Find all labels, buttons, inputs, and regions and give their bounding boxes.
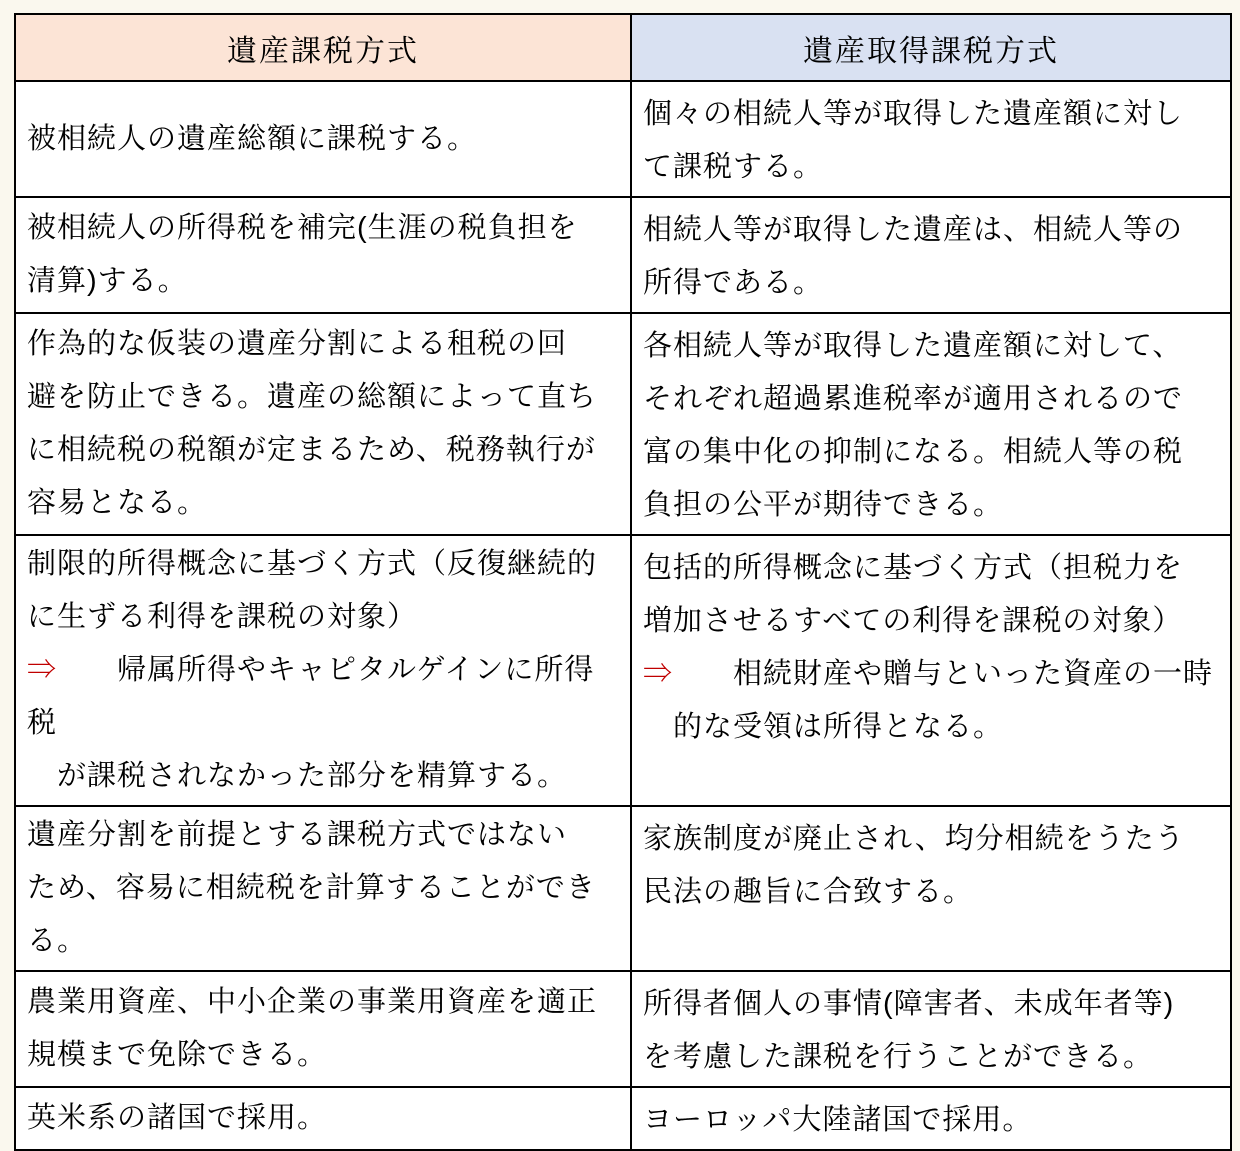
table-row — [15, 806, 1231, 971]
cell-acquisition-method — [631, 535, 1231, 806]
table-row — [15, 313, 1231, 535]
arrow-right-icon: ⇒ — [27, 654, 58, 686]
table-row — [15, 971, 1231, 1087]
header-acquisition-tax-method: 遺産取得課税方式 — [631, 14, 1231, 81]
header-row — [15, 14, 1231, 81]
cell-estate-method: 被相続人の所得税を補完(生涯の税負担を 清算)する。 — [15, 197, 631, 313]
table-row — [15, 81, 1231, 197]
table-row — [15, 535, 1231, 806]
cell-acquisition-method: 相続人等が取得した遺産は、相続人等の 所得である。 — [631, 197, 1231, 313]
table-row — [15, 1087, 1231, 1150]
cell-estate-method: 英米系の諸国で採用。 — [15, 1087, 631, 1150]
cell-estate-method — [15, 535, 631, 806]
header-estate-tax-method: 遺産課税方式 — [15, 14, 631, 81]
cell-estate-method: 作為的な仮装の遺産分割による租税の回 避を防止できる。遺産の総額によって直ち に相続税の税額が定まるため、税務執行が 容易となる。 — [15, 313, 631, 535]
cell-text-pre: 制限的所得概念に基づく方式（反復継続的 に生ずる利得を課税の対象） — [27, 548, 598, 633]
cell-text-post: 帰属所得やキャピタルゲインに所得税 が課税されなかった部分を精算する。 — [27, 654, 595, 792]
tax-method-comparison-table — [14, 13, 1232, 1151]
cell-acquisition-method: 所得者個人の事情(障害者、未成年者等) を考慮した課税を行うことができる。 — [631, 971, 1231, 1087]
cell-estate-method: 被相続人の遺産総額に課税する。 — [15, 81, 631, 197]
table-row — [15, 197, 1231, 313]
cell-acquisition-method: ヨーロッパ大陸諸国で採用。 — [631, 1087, 1231, 1150]
cell-acquisition-method: 各相続人等が取得した遺産額に対して、 それぞれ超過累進税率が適用されるので 富の集中化の抑制になる。相続人等の税 負担の公平が期待できる。 — [631, 313, 1231, 535]
cell-acquisition-method: 個々の相続人等が取得した遺産額に対し て課税する。 — [631, 81, 1231, 197]
cell-text-post: 相続財産や贈与といった資産の一時 的な受領は所得となる。 — [673, 658, 1214, 743]
arrow-right-icon: ⇒ — [643, 658, 674, 690]
cell-text-pre: 包括的所得概念に基づく方式（担税力を 増加させるすべての利得を課税の対象） — [643, 552, 1184, 637]
cell-acquisition-method: 家族制度が廃止され、均分相続をうたう 民法の趣旨に合致する。 — [631, 806, 1231, 971]
cell-estate-method: 遺産分割を前提とする課税方式ではない ため、容易に相続税を計算することができ る。 — [15, 806, 631, 971]
cell-estate-method: 農業用資産、中小企業の事業用資産を適正 規模まで免除できる。 — [15, 971, 631, 1087]
